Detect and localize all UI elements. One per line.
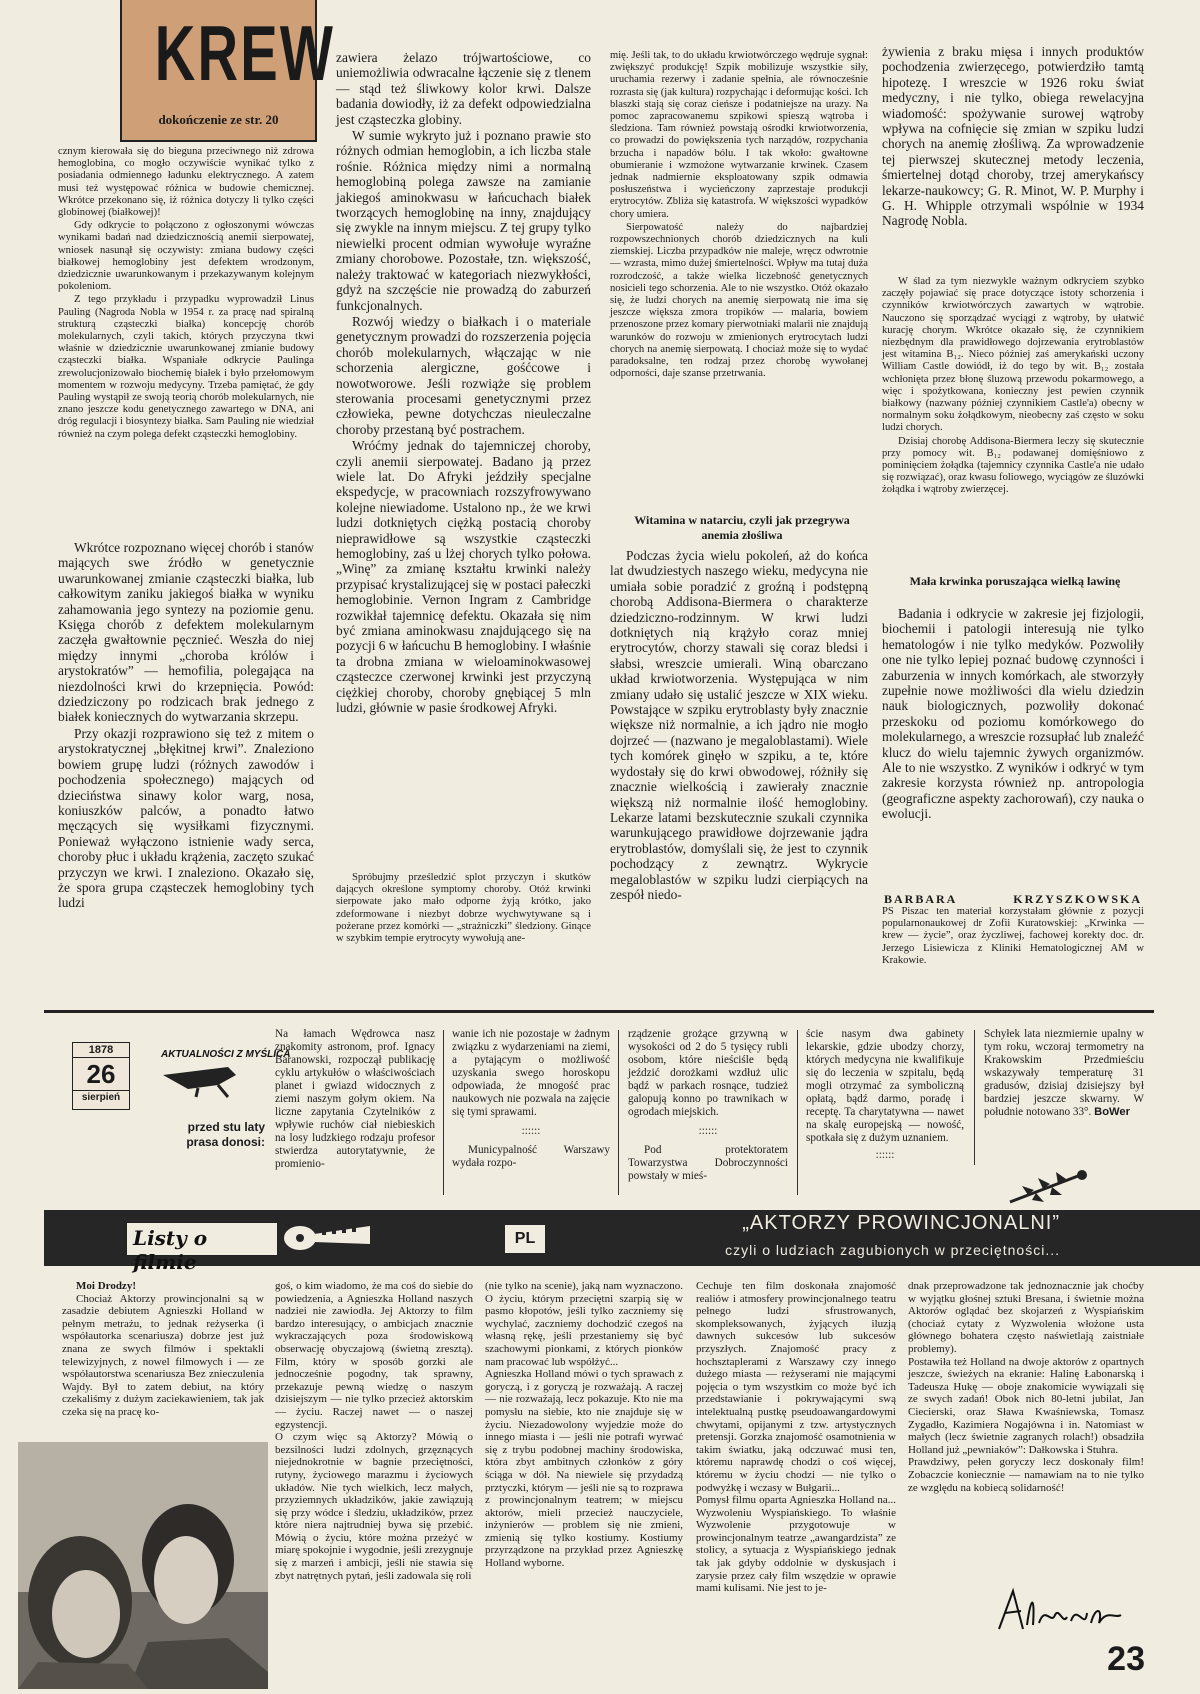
paragraph: Wkrótce rozpoznano więcej chorób i stanów mających swe źródło w genetycznie uwarunkowanej zmianie cząsteczki białka, lub całkowitym zaniku jakiegoś białka w wyniku zahamowania jego syntezy na poziomie genu. Księga chorób z defektem molekularnym zaczęła gwałtownie pęcznieć. Weszła do niej między innymi „choroba królów i arystokratów” — hemofilia, polegająca na niezdolności krwi do krzepnięcia. Powód: dziedziczony po rodzicach brak jednego z białek koniecznych do wytwarzania skrzepu. — [58, 540, 314, 725]
paragraph: Podczas życia wielu pokoleń, aż do końca lat dwudziestych naszego wieku, medycyna nie umiała sobie poradzić z groźną i podstępną chorobą Addisona-Biermera o charakterze dziedziczno-rodzinnym. W krwi ludzi dotkniętych nią krążyło coraz mniej erytrocytów, chorzy stawali się coraz bledsi i słabsi, wreszcie umierali. Winą obarczano układ krwiotworzenia. Występująca w nim zmiany udało się ustalić jeszcze w XIX wieku. Powstające w szpiku erytroblasty były znacznie większe niż normalnie, a ich jądro nie mogło dojrzeć — (nazwano je megaloblastami). Wiele tych komórek ginęło w szpiku, a te, które wydostały się do krwi obwodowej, różniły się znacznie wielkością i zawierały znacznie większą niż normalnie ilość hemoglobiny. Lekarze latami bezskutecznie szukali czynnika warunkującego prawidłowe dojrzewanie jądra erytroblastów, domyślali się, że jest to czynnik pochodzący z zewnątrz. Wykrycie megaloblastów w szpiku ludzi cierpiących na zespół niedo- — [610, 548, 868, 902]
calendar-box — [72, 1042, 130, 1110]
article-column-1b — [58, 540, 314, 990]
news-signature: BoWer — [1094, 1106, 1130, 1118]
section-divider — [44, 1010, 1154, 1013]
paragraph: Chociaż Aktorzy prowincjonalni są w zasadzie debiutem Agnieszki Holland w pełnym metrażu, to jednak reżyserka (i współautorka scenariusza) dobrze jest już znana ze swych filmów i spektakli telewizyjnych, z nowel filmowych i — ze współautorstwa scenariusza Bez znieczulenia Wajdy. Był to zatem debiut, na który czekaliśmy z dużym zaciekawieniem, tak jak czeka się na pracę ko- — [62, 1292, 264, 1418]
paragraph: Rozwój wiedzy o białkach i o materiale genetycznym prowadzi do rozszerzenia pojęcia chorób molekularnych, włączając w nie schorzenia alergiczne, gośćcowe i nowotworowe. Jeśli rozwiąże się problem sterowania procesami genetycznymi przez człowieka, pewne dotychczas nieuleczalne choroby przestaną być postrachem. — [336, 313, 591, 437]
column-divider — [443, 1030, 444, 1195]
listy-o-filmie-label — [126, 1222, 278, 1274]
review-column-1 — [62, 1280, 264, 1440]
continuation-note: dokończenie ze str. 20 — [158, 112, 279, 127]
postscript — [882, 906, 1144, 990]
paragraph: Municypalność Warszawy wydała rozpo- — [452, 1144, 610, 1169]
paragraph: Z tego przykładu i przypadku wyprowadził Linus Pauling (Nagroda Nobla w 1954 r. za pracę nad spiralną strukturą cząsteczki białka) koncepcję chorób molekularnych, czyli takich, których przyczyna tkwi właśnie w dziedzicznie uwarunkowanej zmianie budowy cząsteczki białka. Wspaniałe odkrycie Paulinga zrewolucjonizowało biochemię białek i było przełomowym momentem w rozwoju medycyny. Trzeba pamiętać, że gdy Pauling wystąpił ze swoją teorią chorób molekularnych, nie znano jeszcze kodu genetycznego zawartego w DNA, ani dróg regulacji i biosyntezy białka. Sam Pauling nie wiedział również na czym polega defekt cząsteczki hemoglobiny. — [58, 294, 314, 440]
paragraph: Schyłek lata niezmiernie upalny w tym roku, wczoraj termometry na Krakowskim Przedmieściu wskazywały temperaturę 31 gradusów, dzisiaj dzisiejszy był bardziej jeszcze skwarny. W południe notowano 33°. — [984, 1028, 1144, 1118]
news-column-2 — [452, 1028, 610, 1203]
paragraph: Wróćmy jednak do tajemniczej choroby, czyli anemii sierpowatej. Badano ją przez wiele lat. Do Afryki jeździły specjalne ekspedycje, w pracowniach rozszyfrowywano kolejne niewiadome. Ustalono np., że we krwi ludzi dotkniętych ciężką postacią choroby nieprawidłowe są wszystkie cząsteczki hemoglobiny, zaś u lżej chorych tylko połowa. „Winę” za zmianę kształtu krwinki należy przypisać krystalizującej się w postaci pałeczki hemoglobinie. Vernon Ingram z Cambridge rozwikłał tajemnicę defektu. Okazała się nim być zmiana aminokwasu znajdującego się na pozycji 6 w łańcuchu B hemoglobiny. I właśnie ta drobna zmiana w wieloaminokwasowej cząsteczce czerwonej krwinki jest przyczyną ciężkiej choroby, choroby gnębiącej 5 mln ludzi, głównie w pasie środkowej Afryki. — [336, 438, 591, 716]
review-column-3: (nie tylko na scenie), jaką nam wyznaczono. O życiu, którym przeciętni szarpią się w pasmo kłopotów, jeśli tylko zaczniemy się wychylać, zaczniemy dochodzić czegoś na własną rękę, jeśli przestaniemy się być szachowymi pionkami, z których pionków nam pracować lub współżyć... Agnieszka Holland mówi o tych sprawach z goryczą, i z goryczą je rozważają. A raczej — nie rozważają, lecz pokazuje. Kto nie ma pomysłu na siebie, kto nie znajduje się w życiu. Niezadowolony wyjedzie może do innego miasta i — jeśli nie potrafi wyrwać się z trybu podobnej machiny środowiska, która zbyt ambitnych członków z góry ściąga w dół. Na niewiele się przydadzą prztyczki, którym — jeśli nie są to rozprawa z prowincjonalnym teatrem; w miejscu aktorów, mieli przecież nauczyciele, inżynierów — problem się nie zmieni, zmienią się tylko kostiumy. Kostiumy przyrządzone na przykład przez Agnieszkę Holland wyborne. — [485, 1280, 683, 1570]
article-column-3b — [610, 548, 868, 990]
news-intro: przed stu laty prasa donosi: — [186, 1120, 265, 1149]
film-reel-icon — [282, 1222, 372, 1254]
paragraph: Spróbujmy prześledzić splot przyczyn i skutków dających określone symptomy choroby. Otóż krwinki sierpowate jako mało odporne żyją krótko, jako zdeformowane i niezbyt dobrze wychwytywane są i pożerane przez komórki — „strażniczki” śledziony. Ginące w szybkim tempie erytrocyty wywołują ane- — [336, 872, 591, 945]
article-column-4a — [882, 44, 1144, 276]
news-column-1: Na łamach Wędrowca nasz znakomity astronom, prof. Ignacy Baranowski, rozpoczął publikację cyklu artykułów o właściwościach planet i gwiazd widocznych z ziemi naszym gołym okiem. Na liczne zapytania Czytelników z wpływie ruchów ciał niebieskich na losy ludzkiego rodzaju profesor stwierdza autorytatywnie, że promienio- — [275, 1028, 435, 1170]
article-column-1a — [58, 146, 314, 538]
film-title: „AKTORZY PROWINCJONALNI” — [742, 1212, 1060, 1234]
aktualnosci-logo — [158, 1045, 291, 1097]
separator-dots: :::::: — [521, 1125, 541, 1137]
column-divider — [974, 1030, 975, 1165]
paragraph: wanie ich nie pozostaje w żadnym związku z wydarzeniami na ziemi, a pytającym o możliwość uzyskania swego horoskopu odpowiada, że mnogość prac naukowych nie pozwala na zajęcie się tymi sprawami. — [452, 1028, 610, 1118]
paragraph: PS Piszac ten materiał korzystałam głównie z pozycji popularnonaukowej dr Zofii Kuratowskiej: „Krwinka — krew — życie”, oraz życzliwej, fachowej korekty doc. dr. Jerzego Lisiewicza z Kliniki Hematologicznej AM w Krakowie. — [882, 906, 1144, 966]
paragraph: W sumie wykryto już i poznano prawie sto różnych odmian hemoglobin, a ich liczba stale rośnie. Różnica między nimi a normalną hemoglobiną polega zawsze na zamianie jakiegoś aminokwasu w łańcuchach białek tworzących hemoglobinę na inny, znajdujący się zwykle na innym miejscu. Z tej grupy tylko niewielki procent odmian wywołuje wyraźne zmiany chorobowe. Pozostałe, tzn. większość, należy traktować w kategoriach niezwykłości, gdyż na szczęście nie prowadzą do zaburzeń funkcjonalnych. — [336, 128, 591, 313]
paragraph: Sierpowatość należy do najbardziej rozpowszechnionych chorób dziedzicznych na kuli ziemskiej. Liczba przypadków nie maleje, wręcz odwrotnie — wzrasta, mimo dużej śmiertelności. Wpływ ma tutaj duża rozrodczość, a także wielka liczebność genetycznych nosicieli tego schorzenia. Ale to nie wszystko. Otóż okazało się, że ludzi chorych na anemię sierpowatą nie ima się jeszcze większa zmora tropików — malaria, bowiem przenoszone przez komary pierwotniaki malarii nie znajdują warunków do rozwoju w zmienionych erytrocytach ludzi chorych na anemię sierpowatą. I chociaż może się to wydać paradoksalne, ten rodzaj przez chorobę wywołanej odporności, daje szanse przetrwania. — [610, 221, 868, 380]
author-signature — [884, 892, 1142, 907]
paragraph: Dzisiaj chorobę Addisona-Biermera leczy się skutecznie przy pomocy wit. B₁₂ podawanej domięśniowo z pominięciem żołądka (tajemnicy czynnika Castle'a nie udało się rozwiązać), oraz kwasu foliowego, wyciągów ze śluzówki żołądka i wątroby zwierzęcej. — [882, 435, 1144, 496]
separator-dots: :::::: — [875, 1149, 895, 1161]
article-column-4b — [882, 276, 1144, 548]
article-column-2b — [336, 872, 591, 990]
paragraph: żywienia z braku mięsa i innych produktów pochodzenia zwierzęcego, potwierdziło tamtą hipotezę. I wreszcie w 1926 roku świat medyczny, i nie tylko, obiega rewelacyjna wiadomość: spożywanie surowej wątroby wpływa na cofnięcie się zmian w szpiku ludzi chorych na anemię złośliwą. Za wprowadzenie tej pierwszej skutecznej metody leczenia, śmiertelnej dotąd choroby, trzej amerykańscy lekarze-naukowcy; G. R. Minot, W. P. Murphy i G. H. Whipple otrzymali wspólnie w 1934 Nagrodę Nobla. — [882, 44, 1144, 229]
author-last-name: KRZYSZKOWSKA — [1013, 892, 1142, 906]
author-first-name: BARBARA — [884, 892, 958, 906]
paragraph: W ślad za tym niezwykle ważnym odkryciem szybko zaczęły pojawiać się prace dotyczące istoty schorzenia i czynników krwiotwórczych zawartych w wątrobie. Nauczono się sporządzać wyciągi z wątroby, by ułatwić kurację chorym. Wkrótce okazało się, że czynnikiem niezbędnym dla prawidłowego dojrzewania erytroblastów jest witamina B₁₂. Nieco później zaś amerykański uczony William Castle dowiódł, iż do tego by wit. B₁₂ została wchłonięta przez błonę śluzową przewodu pokarmowego, a więc i spożytkowana, konieczny jest pewien czynnik białkowy (nazwany później czynnikiem Castle'a) obecny w normalnym soku żołądkowym, nieobecny zaś często w soku ludzi chorych. — [882, 276, 1144, 434]
paragraph: cznym kierowała się do bieguna przeciwnego niż zdrowa hemoglobina, co mogło oczywiście wynikać tylko z posiadania odmiennego ładunku elektrycznego. A zatem musi też występować różnica w budowie chemicznej. Wkrótce przekonano się, iż różnica dotyczy li tylko części globinowej (białkowej)! — [58, 146, 314, 219]
news-column-5 — [984, 1028, 1144, 1168]
handwritten-signature — [995, 1585, 1125, 1635]
aktualnosci-logo-icon — [158, 1045, 291, 1097]
paragraph: rządzenie grożące grzywną w wysokości od 2 do 5 tysięcy rubli osobom, które nieściśle będą jeździć dorożkami wzdłuż ulic bądź w parkach rosnące, tudzież galopują konno po trawnikach w ogrodach miejskich. — [628, 1028, 788, 1118]
film-still-photo — [18, 1442, 268, 1689]
subheading-krwinka: Mała krwinka poruszająca wielką lawinę — [909, 574, 1121, 588]
paragraph: Badania i odkrycie w zakresie jej fizjologii, biochemii i patologii interesują nie tylko hematologów i nie tylko medyków. Pozwoliły one nie tylko lepiej poznać budowę czynności i zaburzenia w innych komórkach, ale stworzyły zupełnie nowe możliwości dla wielu dziedzin nauk biologicznych, pozwoliły dokonać przeskoku od poziomu komórkowego do molekularnego, a wreszcie rozsupłać lub znaleźć klucz do wielu tajemnic żywych organizmów. Ale to nie wszystko. Z wyników i odkryć w tym zakresie korzysta również np. antropologia (geograficzne aspekty zachorowań), czy nauka o ewolucji. — [882, 606, 1144, 822]
review-column-2: goś, o kim wiadomo, że ma coś do siebie do powiedzenia, a Agnieszka Holland naszych nadziei nie zawiodła. Jej Aktorzy to film bardzo interesujący, o ambicjach znacznie wykraczających poza środowiskową obserwację obyczajową (świetną zresztą). Film, który w sposób gorzki ale jednocześnie pogodny, tak sprawny, przekazuje pewną wiedzę o naszym dzisiejszym — nie tylko przecież aktorskim — życiu. Raczej nawet — o naszej egzystencji. O czym więc są Aktorzy? Mówią o bezsilności ludzi zdolnych, grzęznących niejednokrotnie w bagnie przeciętności, rutyny, życiowego marazmu i życiowych układów. Nie tych wielkich, lecz małych, przyziemnych układzików, jakie zawiązują się przy wódce i śledziu, układzików, przez które niera najtrudniej bywa się przebić. Mówią o życiu, które można przeżyć w miarę spokojnie i wygodnie, jeśli zrezygnuje się z marzeń i ambicji, jeśli nie stawia się zbyt natrętnych pytań, jeśli zadowala się roli — [275, 1280, 473, 1582]
calendar-month: sierpień — [73, 1090, 129, 1105]
paragraph: zawiera żelazo trójwartościowe, co uniemożliwia odwracalne łączenie się z tlenem — stąd też śliwkowy kolor krwi. Dalsze badania dowiodły, iż za defekt odpowiedzialna jest cząsteczka globiny. — [336, 50, 591, 127]
film-subtitle: czyli o ludziach zagubionych w przeciętności... — [725, 1242, 1060, 1258]
paragraph: Pod protektoratem Towarzystwa Dobroczynności powstały w mieś- — [628, 1144, 788, 1182]
country-badge: PL — [505, 1225, 545, 1253]
svg-text:AKTUALNOŚCI Z MYŚLICA: AKTUALNOŚCI Z MYŚLICA — [161, 1049, 291, 1060]
news-column-3 — [628, 1028, 788, 1203]
paragraph: Przy okazji rozprawiono się też z mitem o arystokratycznej „błękitnej krwi”. Znaleziono bowiem grupę ludzi (różnych zawodów i pochodzenia społecznego) mających od dzieciństwa sinawy kolor warg, nosa, koniuszków palców, a ponadto łatwo męczących się wysiłkami fizycznymi. Ponieważ wyłączono istnienie wady serca, choroby płuc i układu krążenia, zaczęto szukać przyczyn we krwi. I znaleziono. Okazało się, że spora grupa cząsteczek hemoglobiny tych ludzi — [58, 725, 314, 911]
news-column-4 — [806, 1028, 964, 1203]
paragraph: Gdy odkrycie to połączono z ogłoszonymi wówczas wynikami badań nad dziedzicznością anemii sierpowatej, wniosek nasunął się oczywisty: zmiana budowy części białkowej hemoglobiny jest defektem wrodzonym, dziedzicznie uwarunkowanym i przekazywanym kolejnym pokoleniom. — [58, 220, 314, 293]
article-title: KREW — [154, 9, 336, 97]
section-label: Listy o filmie — [133, 1226, 208, 1274]
calendar-year: 1878 — [73, 1043, 129, 1058]
article-column-4c — [882, 606, 1144, 861]
calendar-day: 26 — [86, 1059, 116, 1089]
subheading-vitamin: Witamina w natarciu, czyli jak przegrywa anemia złośliwa — [634, 513, 850, 542]
review-column-4: Cechuje ten film doskonała znajomość realiów i atmosfery prowincjonalnego teatru pełnego ludzi sfrustrowanych, skompleksowanych, żyjących iluzją dawnych sukcesów lub sukcesów przyszłych. Znajomość pracy z hochsztaplerami z Warszawy czy innego dużego miasta — reżyserami nie mającymi pojęcia o tym wszystkim co może być ich przedstawianie i pokrywającymi swą intelektualną pustkę pseudoawangardowymi chwytami, opijanymi z tzw. artystycznych pretensji. Gorzka znajomość osamotnienia w takim światku, jaką odczuwać musi ten, któremu naprawdę chodzi o coś więcej, któremu w życiu chodzi — nie tylko o podwyżkę i wczasy w Bułgarii... Pomysł filmu oparta Agnieszka Holland na... Wyzwoleniu Wyspiańskiego. To właśnie Wyzwolenie przygotowuje w prowincjonalnym teatrze „awangardzista” ze stolicy, a sytuacja z Wyspiańskiego jednak tak jak gdyby oddolnie w dyskusjach i zarysie przez cały film wszędzie w oprawie mami kulisami. Nie jest to je- — [696, 1280, 896, 1595]
paragraph: ście nasym dwa gabinety lekarskie, gdzie ubodzy chorzy, których medycyna nie kwalifikuje się do leczenia w szpitalu, będą mogli otrzymać za symboliczną opłatą, bądź darmo, poradę i receptę. Ta charytatywna — nawet na skalę europejską — nowość, spotkała się z dużym uznaniem. — [806, 1028, 964, 1144]
article-column-2a — [336, 50, 591, 870]
review-column-5: dnak przeprowadzone tak jednoznacznie jak choćby w wyjątku głośnej sztuki Bresana, i świetnie można Aktorów oglądać bez skojarzeń z Wyspiańskim (chociaż cytaty z Wyzwolenia włożone usta głównego bohatera często naświetlają zaistniałe problemy). Postawiła też Holland na dwoje aktorów z opartnych jeszcze, świeżych na ekranie: Halinę Łabonarską i Tadeusza Hukę — oboje znakomicie wywiązali się ze swych zadań! Obok nich 80-letni jubilat, Jan Ciecierski, oraz Sława Kwaśniewska, Tomasz Zygadło, Kazimiera Nogajówna i in. Natomiast w małych (lecz świetnie zagranych rolach!) obsadziła Holland już „pewniaków”: Dałkowska i Stuhra. Prawdziwy, pełen goryczy lecz doskonały film! Zobaczcie koniecznie — namawiam na to nie tylko ze względu na kobiecą solidarność! — [908, 1280, 1144, 1494]
greeting: Moi Drodzy! — [76, 1280, 136, 1292]
separator-dots: :::::: — [698, 1125, 718, 1137]
column-divider — [797, 1030, 798, 1195]
paragraph: mię. Jeśli tak, to do układu krwiotwórczego wędruje sygnał: zwiększyć produkcję! Szpik mobilizuje wszystkie siły, uruchamia rezerwy i zadanie spełnia, ale równocześnie rozrasta się (jak kultura) rozpychając i deformując kości. Ich blaszki stają się coraz cieńsze i podatniejsze na urazy. Na pomoc zapracowanemu szpikowi spieszą wątroba i śledziona. Tam również powstają ośrodki krwiotworzenia, co prowadzi do powiększenia tych narządów, rozpychania brzucha i napadów bólu. I tak wkoło: gwałtowne obumieranie i wzmożone wytwarzanie krwinek. Czasem jednak nadmiernie eksploatowany szpik odmawia posłuszeństwa i wycieńczony zaprzestaje produkcji erytrocytów. Zbliża się katastrofa. W większości wypadków chory umiera. — [610, 50, 868, 220]
flower-branch-icon — [1008, 1168, 1108, 1206]
page-number: 23 — [1107, 1640, 1145, 1678]
krew-header-box — [120, 0, 336, 142]
column-divider — [618, 1030, 619, 1195]
article-column-3a — [610, 50, 868, 492]
